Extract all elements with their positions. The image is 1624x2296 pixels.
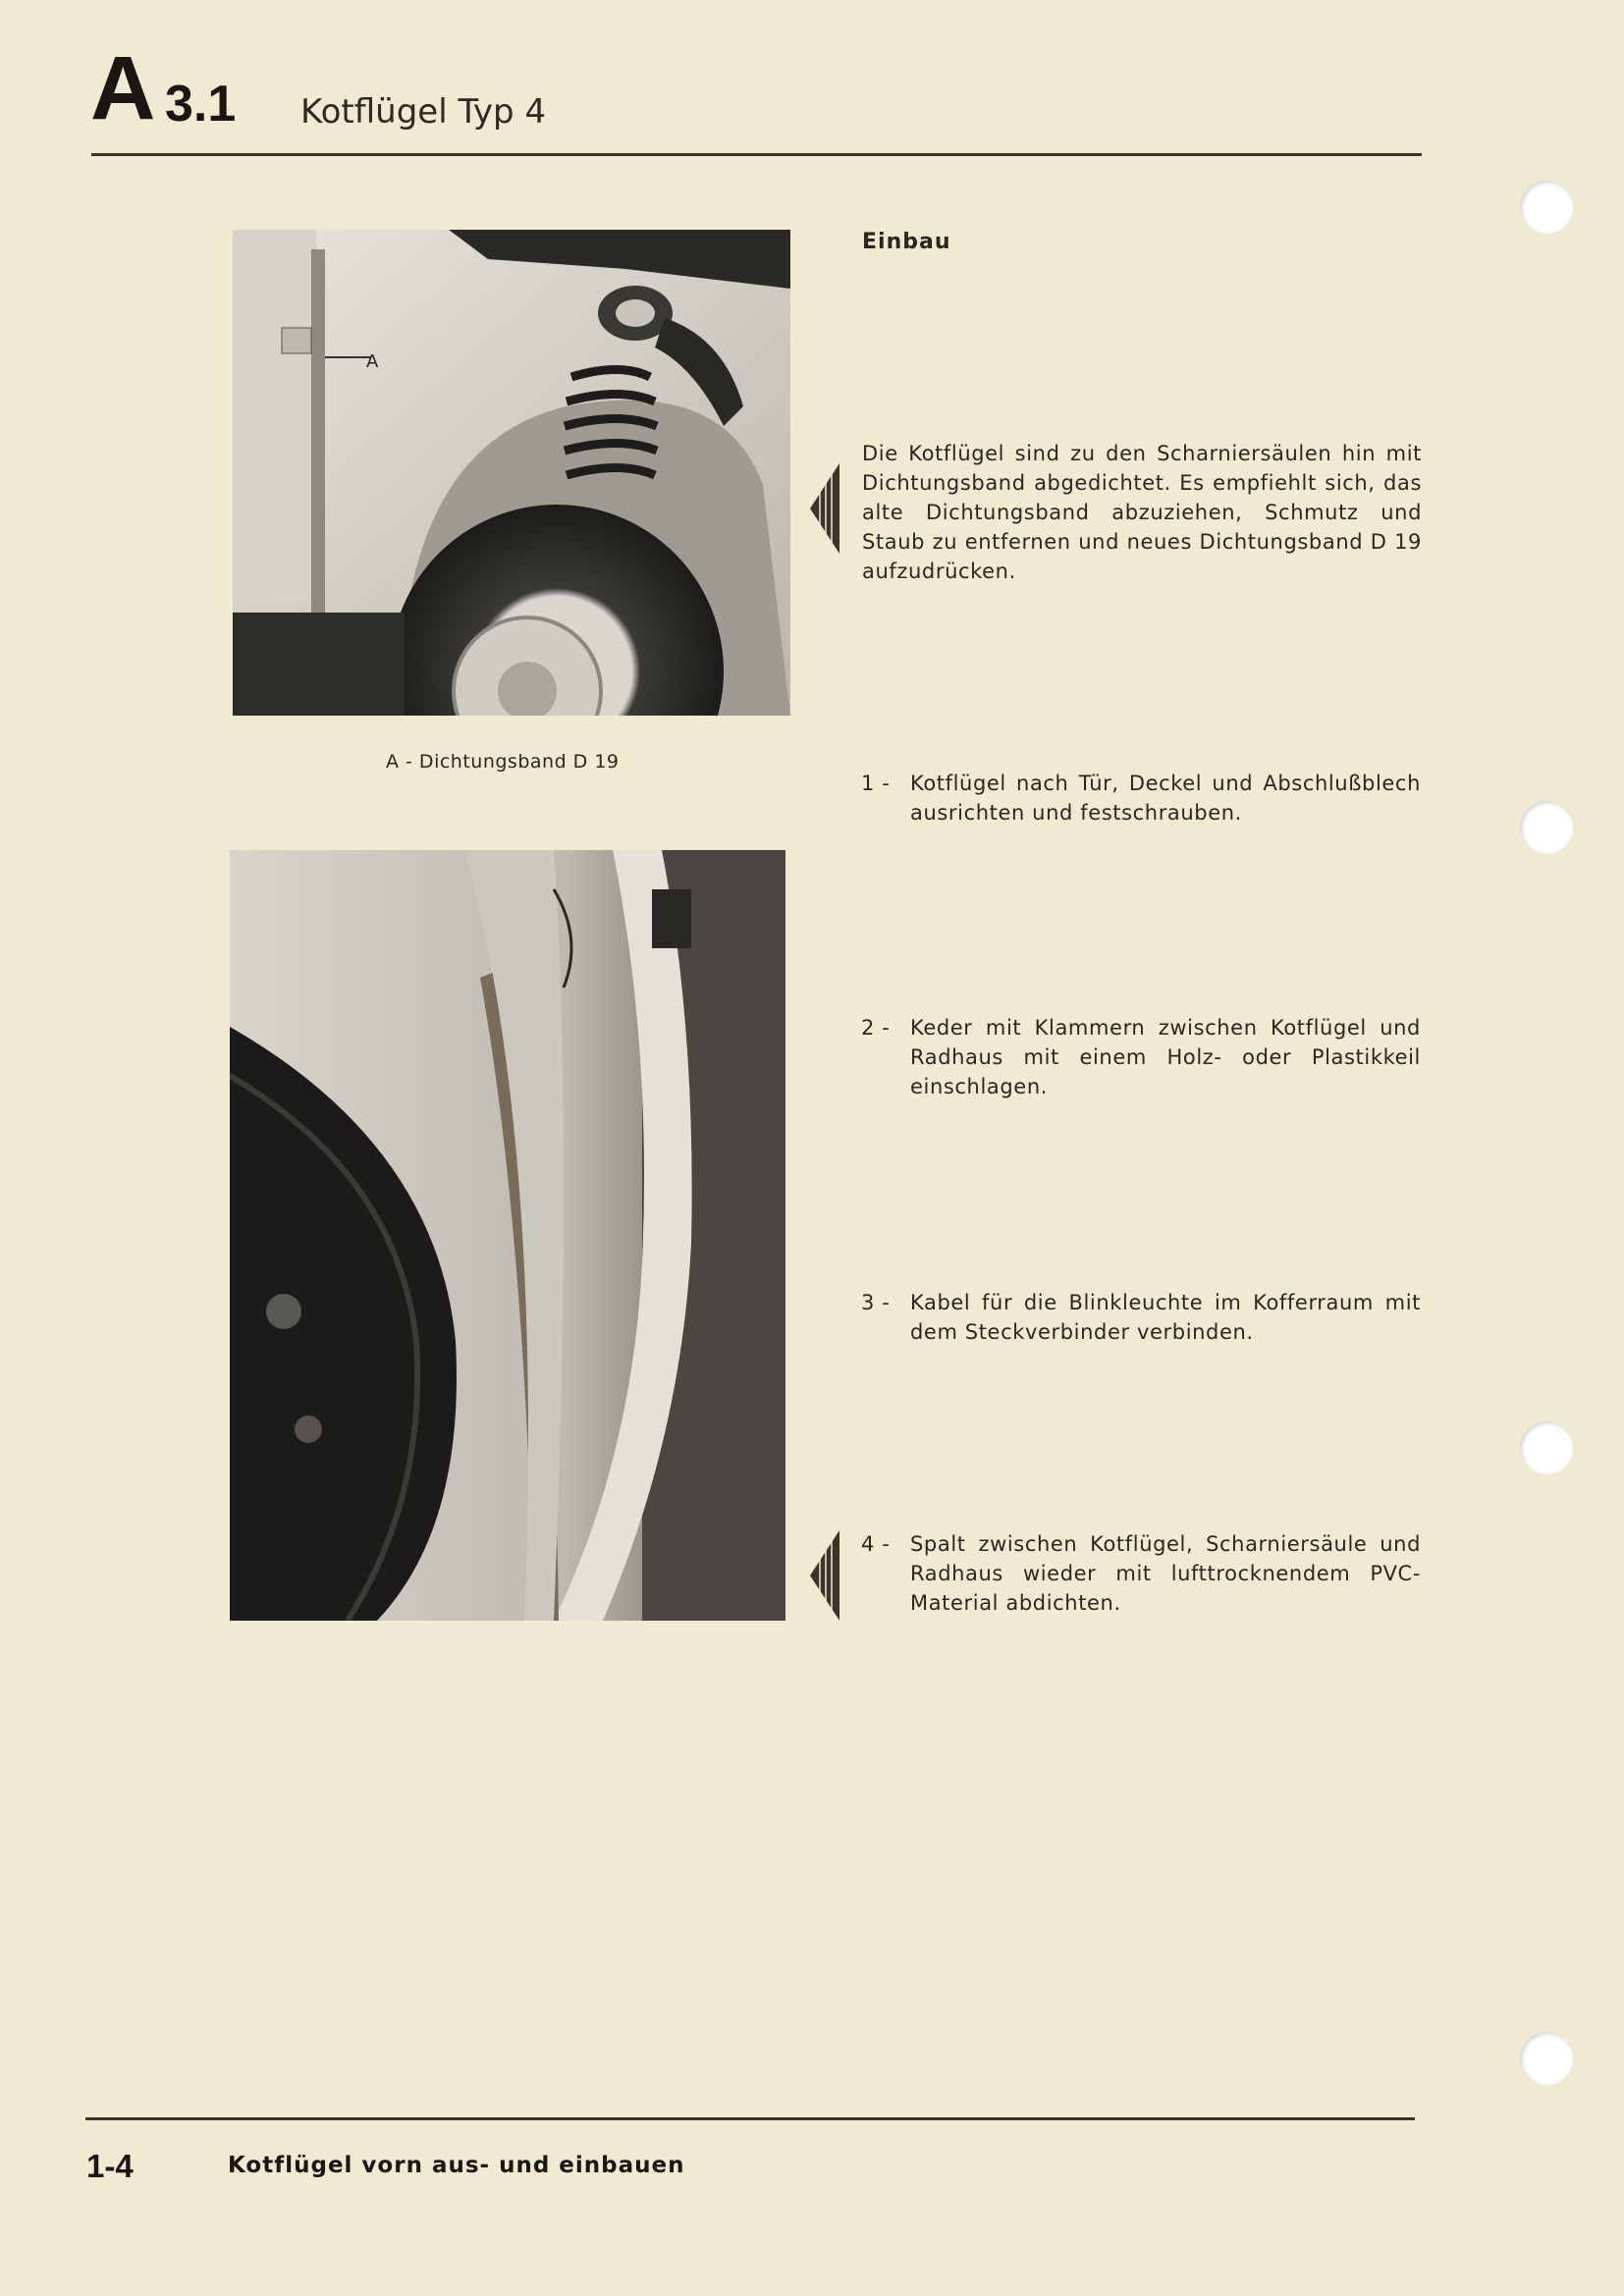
punch-hole: [1520, 181, 1573, 234]
section-number: 3.1: [165, 76, 237, 133]
step-text: Keder mit Klammern zwischen Kotflügel und Radhaus mit einem Holz- oder Plastikkeil einschlagen.: [910, 1016, 1421, 1098]
step-3: [861, 1288, 1421, 1347]
punch-hole: [1520, 801, 1573, 854]
step-number: 2 -: [861, 1016, 891, 1040]
page-number: 1-4: [86, 2148, 134, 2184]
step-number: 4 -: [861, 1532, 891, 1556]
step-text: Kabel für die Blinkleuchte im Kofferraum mit dem Steckverbinder verbinden.: [910, 1291, 1421, 1344]
step-2: [861, 1013, 1421, 1101]
punch-hole: [1520, 1421, 1573, 1474]
step-number: 3 -: [861, 1291, 891, 1314]
section-letter: A: [90, 38, 156, 138]
footer-rule: [85, 2117, 1415, 2120]
photo1-label-a: A: [366, 351, 379, 372]
photo1-caption: A - Dichtungsband D 19: [386, 751, 620, 773]
section-heading: Einbau: [862, 230, 951, 254]
step-1: [861, 769, 1421, 828]
punch-hole: [1520, 2032, 1573, 2085]
header-rule: [91, 153, 1422, 156]
step-number: 1 -: [861, 772, 891, 795]
footer-title: Kotflügel vorn aus- und einbauen: [228, 2153, 685, 2178]
photo-fender-seal: [233, 230, 790, 716]
photo-wheel-arch-welt: [230, 850, 785, 1621]
intro-paragraph: Die Kotflügel sind zu den Scharniersäulen hin mit Dichtungsband abgedichtet. Es empfiehlt sich, das alte Dichtungsband abzuziehen, Schmutz und Staub zu entfernen und neues Dichtungsband D 19 aufzudrücken.: [862, 442, 1422, 583]
step-text: Spalt zwischen Kotflügel, Scharniersäule und Radhaus wieder mit lufttrocknendem PVC-Material abdichten.: [910, 1532, 1421, 1615]
step-4: [861, 1529, 1421, 1618]
step-text: Kotflügel nach Tür, Deckel und Abschlußblech ausrichten und festschrauben.: [910, 772, 1421, 825]
arrow-marker-icon: [808, 1526, 839, 1625]
arrow-marker-icon: [808, 459, 839, 558]
page-title: Kotflügel Typ 4: [300, 92, 547, 132]
